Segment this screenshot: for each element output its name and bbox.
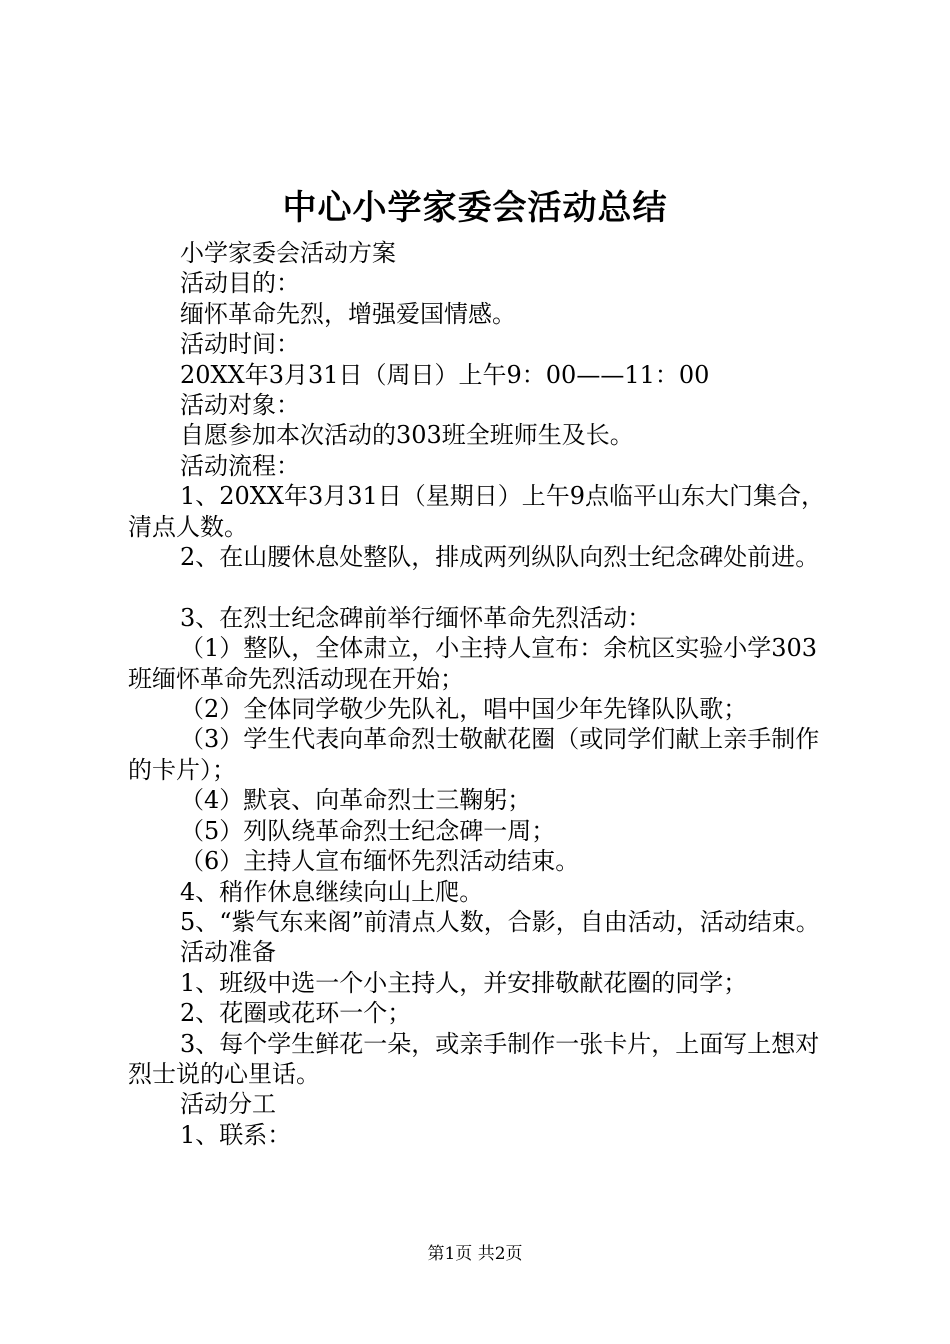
paragraph: 4、稍作休息继续向山上爬。 (180, 877, 484, 906)
paragraph: 20XX年3月31日（周日）上午9：00——11：00 (180, 360, 710, 389)
paragraph: （2）全体同学敬少先队礼，唱中国少年先锋队队歌； (180, 695, 748, 724)
paragraph: （4）默哀、向革命烈士三鞠躬； (180, 786, 532, 815)
paragraph: 1、联系： (180, 1120, 292, 1149)
blank-line (128, 572, 838, 602)
paragraph: 活动时间： (180, 330, 300, 359)
document-body (128, 238, 838, 1150)
paragraph: （3）学生代表向革命烈士敬献花圈（或同学们献上亲手制作的卡片）； (128, 725, 820, 784)
paragraph: 小学家委会活动方案 (180, 239, 396, 267)
paragraph: 3、在烈士纪念碑前举行缅怀革命先烈活动： (180, 603, 652, 632)
paragraph: 1、20XX年3月31日（星期日）上午9点临平山东大门集合，清点人数。 (128, 482, 826, 541)
paragraph: 1、班级中选一个小主持人，并安排敬献花圈的同学； (180, 968, 748, 997)
paragraph: 活动目的： (180, 269, 300, 298)
paragraph: 2、花圈或花环一个； (180, 999, 412, 1028)
paragraph: （1）整队，全体肃立，小主持人宣布：余杭区实验小学303班缅怀革命先烈活动现在开始； (128, 634, 818, 693)
paragraph: 活动准备 (180, 938, 276, 967)
paragraph: 3、每个学生鲜花一朵，或亲手制作一张卡片，上面写上想对烈士说的心里话。 (128, 1029, 820, 1088)
paragraph: 自愿参加本次活动的303班全班师生及长。 (180, 421, 634, 450)
paragraph: （6）主持人宣布缅怀先烈活动结束。 (180, 847, 580, 876)
paragraph: （5）列队绕革命烈士纪念碑一周； (180, 816, 556, 845)
page-footer: 第1页 共2页 (427, 1244, 523, 1264)
document-title: 中心小学家委会活动总结 (282, 188, 668, 228)
paragraph: 活动对象： (180, 391, 300, 420)
paragraph: 活动分工 (180, 1090, 276, 1119)
paragraph: 缅怀革命先烈，增强爱国情感。 (180, 299, 516, 328)
paragraph: 5、“紫气东来阁”前清点人数，合影，自由活动，活动结束。 (180, 907, 820, 936)
paragraph: 活动流程： (180, 451, 300, 480)
paragraph: 2、在山腰休息处整队，排成两列纵队向烈士纪念碑处前进。 (180, 543, 820, 572)
